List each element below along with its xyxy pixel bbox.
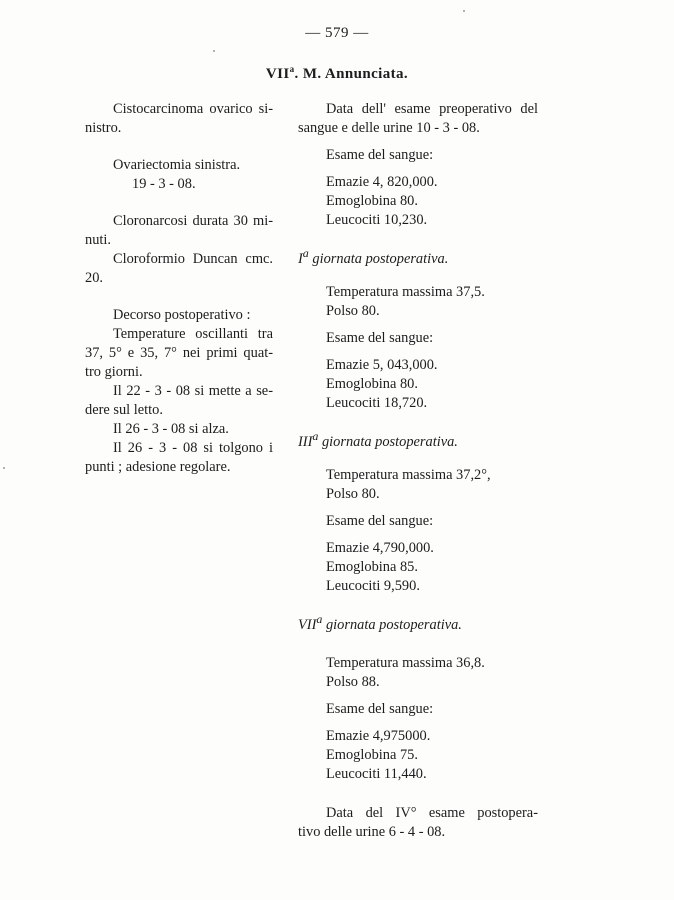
scan-speck: [463, 10, 465, 12]
scan-speck: [213, 50, 215, 52]
day1-blood-title: Esame del sangue:: [326, 329, 434, 346]
preop-blood-title: Esame del sangue:: [326, 147, 434, 163]
course-stitches-line-1: Il 26 - 3 - 08 si tolgono i: [113, 440, 273, 456]
day1-ordinal: I: [298, 250, 303, 267]
day3-blood-title: Esame del sangue:: [326, 512, 434, 529]
day1-blood-rbc: Emazie 5, 043,000.: [326, 356, 438, 373]
course-sit-line-1: Il 22 - 3 - 08 si mette a se-: [113, 383, 273, 399]
postop-urine-line-1: Data del IV° esame postopera-: [326, 805, 538, 822]
day7-sup: a: [316, 611, 323, 626]
preop-blood-rbc: Emazie 4, 820,000.: [326, 174, 438, 190]
course-title: Decorso postoperativo :: [113, 307, 251, 323]
preop-intro-line-1: Data dell' esame preoperativo del: [326, 101, 538, 117]
day3-pulse: Polso 80.: [326, 485, 380, 502]
course-stitches-line-2: punti ; adesione regolare.: [85, 459, 231, 475]
day3-blood-wbc: Leucociti 9,590.: [326, 577, 420, 594]
postop-urine-line-2: tivo delle urine 6 - 4 - 08.: [298, 824, 446, 841]
anesthesia-line-1: Cloronarcosi durata 30 mi-: [113, 213, 273, 229]
preop-intro-line-2: sangue e delle urine 10 - 3 - 08.: [298, 120, 480, 136]
day7-temp: Temperatura massima 36,8.: [326, 655, 485, 672]
anesthesia-line-2: nuti.: [85, 232, 111, 248]
chloroform-line-1: Cloroformio Duncan cmc.: [113, 251, 273, 267]
day7-blood-hb: Emoglobina 75.: [326, 747, 418, 764]
heading-name: . M. Annunciata.: [294, 66, 409, 82]
day3-ordinal: III: [298, 433, 313, 450]
day3-title: [298, 427, 538, 452]
day7-blood-rbc: Emazie 4,975000.: [326, 728, 431, 745]
course-rise: Il 26 - 3 - 08 si alza.: [113, 421, 229, 437]
preop-blood-wbc: Leucociti 10,230.: [326, 212, 428, 228]
day7-title: [298, 610, 538, 635]
right-column: [298, 100, 538, 842]
heading-ordinal: a: [289, 64, 295, 74]
left-column: [85, 100, 273, 477]
operation: Ovariectomia sinistra.: [113, 157, 241, 173]
day3-blood-rbc: Emazie 4,790,000.: [326, 539, 434, 556]
chloroform-line-2: 20.: [85, 270, 103, 286]
day7-rest: giornata postoperativa.: [322, 616, 462, 633]
preop-blood-hb: Emoglobina 80.: [326, 193, 418, 209]
day1-pulse: Polso 80.: [326, 302, 380, 319]
day7-blood-wbc: Leucociti 11,440.: [326, 766, 427, 783]
day3-sup: a: [312, 428, 319, 443]
scan-speck: [3, 467, 5, 469]
diagnosis-line-1: Cistocarcinoma ovarico si-: [113, 101, 273, 117]
course-sit-line-2: dere sul letto.: [85, 402, 163, 418]
day7-ordinal: VII: [298, 616, 317, 633]
day1-rest: giornata postoperativa.: [308, 250, 449, 267]
day1-blood-hb: Emoglobina 80.: [326, 375, 418, 392]
course-temps-line-1: Temperature oscillanti tra: [113, 326, 273, 342]
day3-blood-hb: Emoglobina 85.: [326, 558, 418, 575]
day7-blood-title: Esame del sangue:: [326, 701, 434, 718]
operation-date: 19 - 3 - 08.: [132, 176, 196, 192]
page-number: — 579 —: [305, 25, 369, 41]
course-temps-line-3: tro giorni.: [85, 364, 143, 380]
course-temps-line-2: 37, 5° e 35, 7° nei primi quat-: [85, 345, 273, 361]
case-heading: [0, 64, 674, 83]
day1-sup: a: [302, 246, 309, 260]
day1-blood-wbc: Leucociti 18,720.: [326, 394, 428, 411]
day1-temp: Temperatura massima 37,5.: [326, 283, 485, 300]
heading-roman: VII: [265, 66, 290, 82]
day7-pulse: Polso 88.: [326, 674, 380, 691]
day1-title: [298, 244, 538, 269]
day3-rest: giornata postoperativa.: [318, 433, 458, 450]
diagnosis-line-2: nistro.: [85, 120, 122, 136]
day3-temp: Temperatura massima 37,2°,: [326, 466, 491, 483]
